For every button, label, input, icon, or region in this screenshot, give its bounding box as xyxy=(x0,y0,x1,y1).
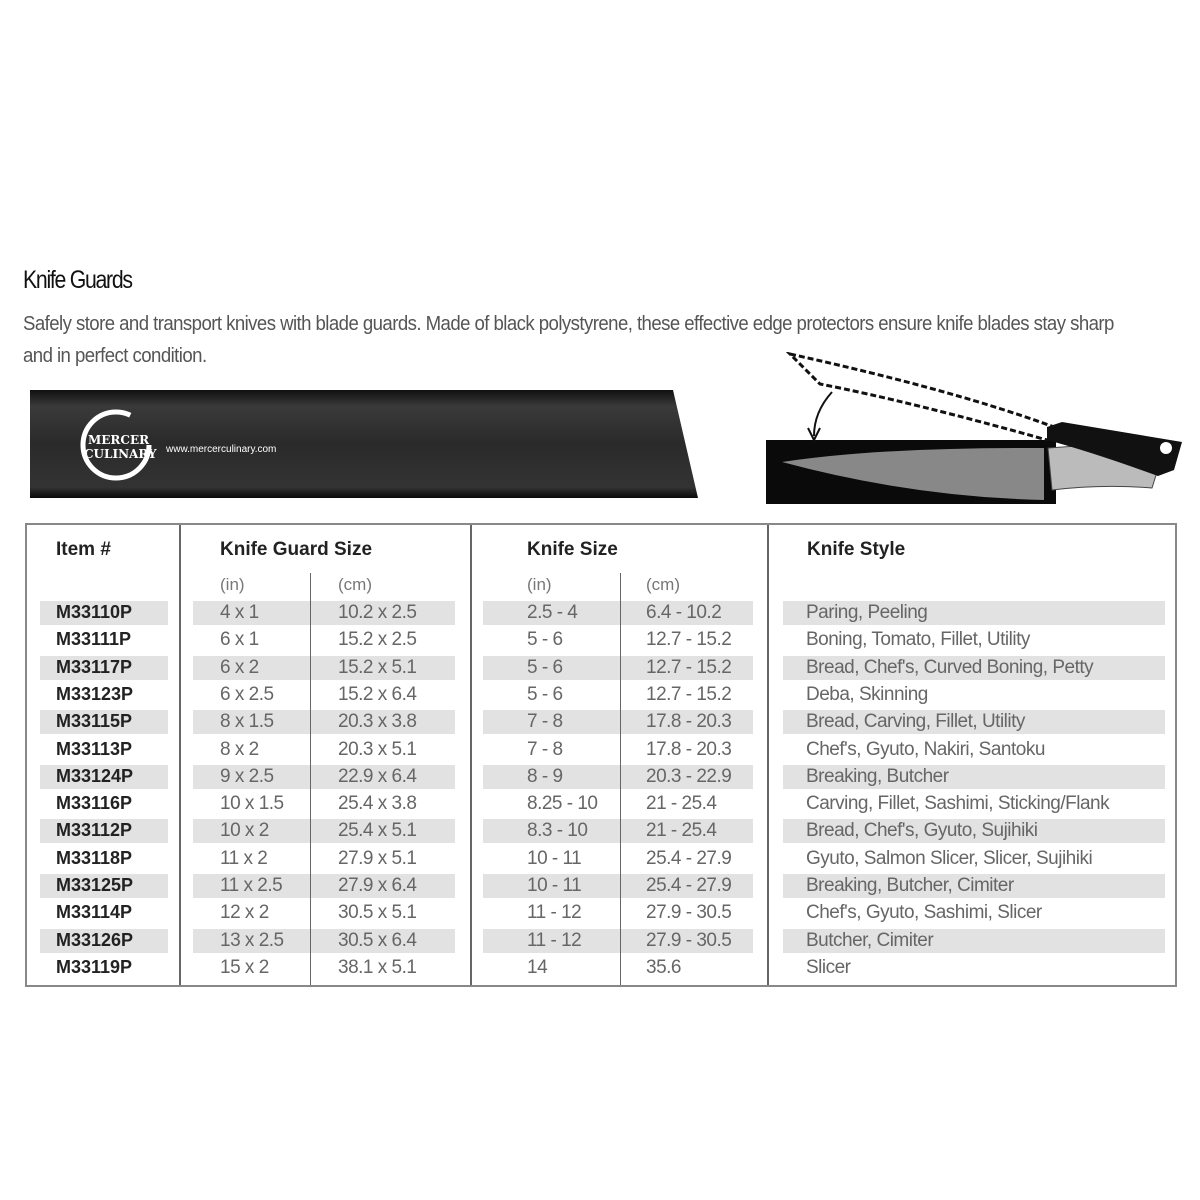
cell-knife-in: 10 - 11 xyxy=(527,875,582,896)
cell-item: M33112P xyxy=(56,820,133,841)
cell-item: M33116P xyxy=(56,793,133,814)
cell-guard-cm: 15.2 x 2.5 xyxy=(338,629,417,651)
cell-knife-cm: 17.8 - 20.3 xyxy=(646,711,732,733)
cell-item: M33111P xyxy=(56,629,132,650)
cell-guard-in: 13 x 2.5 xyxy=(220,929,284,951)
cell-guard-cm: 27.9 x 6.4 xyxy=(338,875,417,896)
description: Safely store and transport knives with blade guards. Made of black polystyrene, these effective edge protectors ensure knife blades stay sharp and in perfect condition. xyxy=(23,313,1114,367)
cell-guard-in: 6 x 2.5 xyxy=(220,683,274,705)
cell-style: Breaking, Butcher, Cimiter xyxy=(806,875,1014,896)
cell-guard-in: 10 x 2 xyxy=(220,820,269,842)
cell-item: M33114P xyxy=(56,902,133,923)
cell-guard-cm: 25.4 x 5.1 xyxy=(338,820,417,842)
header-knife-style: Knife Style xyxy=(807,539,906,560)
knife-guard-table xyxy=(25,523,1177,987)
cell-knife-in: 8.25 - 10 xyxy=(527,793,598,815)
cell-knife-cm: 17.8 - 20.3 xyxy=(646,738,732,760)
cell-guard-cm: 15.2 x 5.1 xyxy=(338,656,417,678)
cell-knife-in: 10 - 11 xyxy=(527,847,582,869)
cell-guard-in: 11 x 2 xyxy=(220,847,268,869)
cell-guard-cm: 30.5 x 6.4 xyxy=(338,929,417,951)
cell-knife-cm: 21 - 25.4 xyxy=(646,793,717,815)
cell-guard-cm: 20.3 x 5.1 xyxy=(338,738,417,760)
cell-knife-in: 2.5 - 4 xyxy=(527,602,578,623)
arrow-icon xyxy=(814,392,832,436)
cell-knife-cm: 20.3 - 22.9 xyxy=(646,765,732,787)
header-knife-size: Knife Size xyxy=(527,539,618,560)
cell-item: M33124P xyxy=(56,765,134,786)
cell-item: M33125P xyxy=(56,875,134,895)
unit-guard-in: (in) xyxy=(220,575,245,594)
page-title: Knife Guards xyxy=(23,266,132,294)
cell-guard-cm: 20.3 x 3.8 xyxy=(338,711,417,733)
header-guard-size: Knife Guard Size xyxy=(220,539,373,560)
cell-style: Bread, Chef's, Gyuto, Sujihiki xyxy=(806,820,1038,842)
cell-style: Chef's, Gyuto, Nakiri, Santoku xyxy=(806,738,1045,760)
cell-style: Slicer xyxy=(806,956,851,978)
cell-knife-cm: 12.7 - 15.2 xyxy=(646,656,732,678)
knife-in-guard-illustration xyxy=(762,352,1192,508)
cell-guard-cm: 25.4 x 3.8 xyxy=(338,793,417,815)
cell-knife-in: 7 - 8 xyxy=(527,711,563,733)
cell-knife-cm: 21 - 25.4 xyxy=(646,820,717,842)
cell-knife-in: 7 - 8 xyxy=(527,738,563,760)
cell-guard-in: 12 x 2 xyxy=(220,902,269,924)
cell-item: M33126P xyxy=(56,929,134,950)
cell-knife-cm: 35.6 xyxy=(646,956,681,978)
cell-guard-in: 9 x 2.5 xyxy=(220,765,274,787)
cell-knife-in: 11 - 12 xyxy=(527,902,582,924)
cell-item: M33119P xyxy=(56,956,133,977)
cell-guard-cm: 22.9 x 6.4 xyxy=(338,765,417,787)
cell-knife-in: 5 - 6 xyxy=(527,656,563,678)
cell-knife-in: 8 - 9 xyxy=(527,765,563,787)
cell-knife-cm: 25.4 - 27.9 xyxy=(646,847,732,869)
unit-knife-in: (in) xyxy=(527,575,552,594)
cell-guard-cm: 10.2 x 2.5 xyxy=(338,602,417,623)
cell-guard-in: 10 x 1.5 xyxy=(220,793,284,815)
cell-guard-in: 8 x 2 xyxy=(220,738,259,760)
knife-guard-image xyxy=(28,388,700,500)
cell-guard-in: 11 x 2.5 xyxy=(220,875,283,896)
cell-style: Breaking, Butcher xyxy=(806,765,949,787)
cell-knife-cm: 12.7 - 15.2 xyxy=(646,683,732,705)
cell-item: M33113P xyxy=(56,738,133,759)
cell-knife-cm: 27.9 - 30.5 xyxy=(646,929,732,951)
unit-guard-cm: (cm) xyxy=(338,575,372,594)
cell-item: M33118P xyxy=(56,847,133,868)
logo-line1: MERCER xyxy=(88,433,150,447)
header-item: Item # xyxy=(56,539,111,560)
cell-guard-cm: 38.1 x 5.1 xyxy=(338,956,417,978)
cell-guard-in: 4 x 1 xyxy=(220,602,259,623)
cell-knife-cm: 25.4 - 27.9 xyxy=(646,875,732,896)
cell-guard-in: 6 x 1 xyxy=(220,629,259,651)
cell-style: Carving, Fillet, Sashimi, Sticking/Flank xyxy=(806,793,1110,815)
cell-style: Chef's, Gyuto, Sashimi, Slicer xyxy=(806,902,1042,924)
cell-knife-cm: 6.4 - 10.2 xyxy=(646,602,722,623)
cell-guard-in: 6 x 2 xyxy=(220,656,259,678)
cell-guard-in: 8 x 1.5 xyxy=(220,711,274,733)
unit-knife-cm: (cm) xyxy=(646,575,680,594)
cell-style: Deba, Skinning xyxy=(806,683,928,705)
cell-knife-cm: 12.7 - 15.2 xyxy=(646,629,732,651)
cell-guard-cm: 30.5 x 5.1 xyxy=(338,902,417,924)
cell-item: M33117P xyxy=(56,656,133,677)
cell-style: Bread, Carving, Fillet, Utility xyxy=(806,711,1025,733)
cell-style: Paring, Peeling xyxy=(806,602,928,623)
cell-knife-in: 8.3 - 10 xyxy=(527,820,588,842)
cell-item: M33115P xyxy=(56,711,133,732)
cell-knife-in: 5 - 6 xyxy=(527,629,563,651)
cell-guard-cm: 27.9 x 5.1 xyxy=(338,847,417,869)
cell-knife-in: 11 - 12 xyxy=(527,929,582,951)
cell-guard-cm: 15.2 x 6.4 xyxy=(338,683,417,705)
cell-item: M33110P xyxy=(56,602,133,622)
cell-guard-in: 15 x 2 xyxy=(220,956,269,978)
logo-line2: CULINARY xyxy=(84,447,157,461)
cell-knife-in: 14 xyxy=(527,956,548,978)
cell-style: Boning, Tomato, Fillet, Utility xyxy=(806,629,1030,651)
cell-knife-cm: 27.9 - 30.5 xyxy=(646,902,732,924)
cell-style: Gyuto, Salmon Slicer, Slicer, Sujihiki xyxy=(806,847,1093,869)
cell-style: Bread, Chef's, Curved Boning, Petty xyxy=(806,656,1094,678)
cell-knife-in: 5 - 6 xyxy=(527,683,563,705)
url-text: www.mercerculinary.com xyxy=(166,444,277,455)
cell-style: Butcher, Cimiter xyxy=(806,929,934,951)
cell-item: M33123P xyxy=(56,683,134,704)
